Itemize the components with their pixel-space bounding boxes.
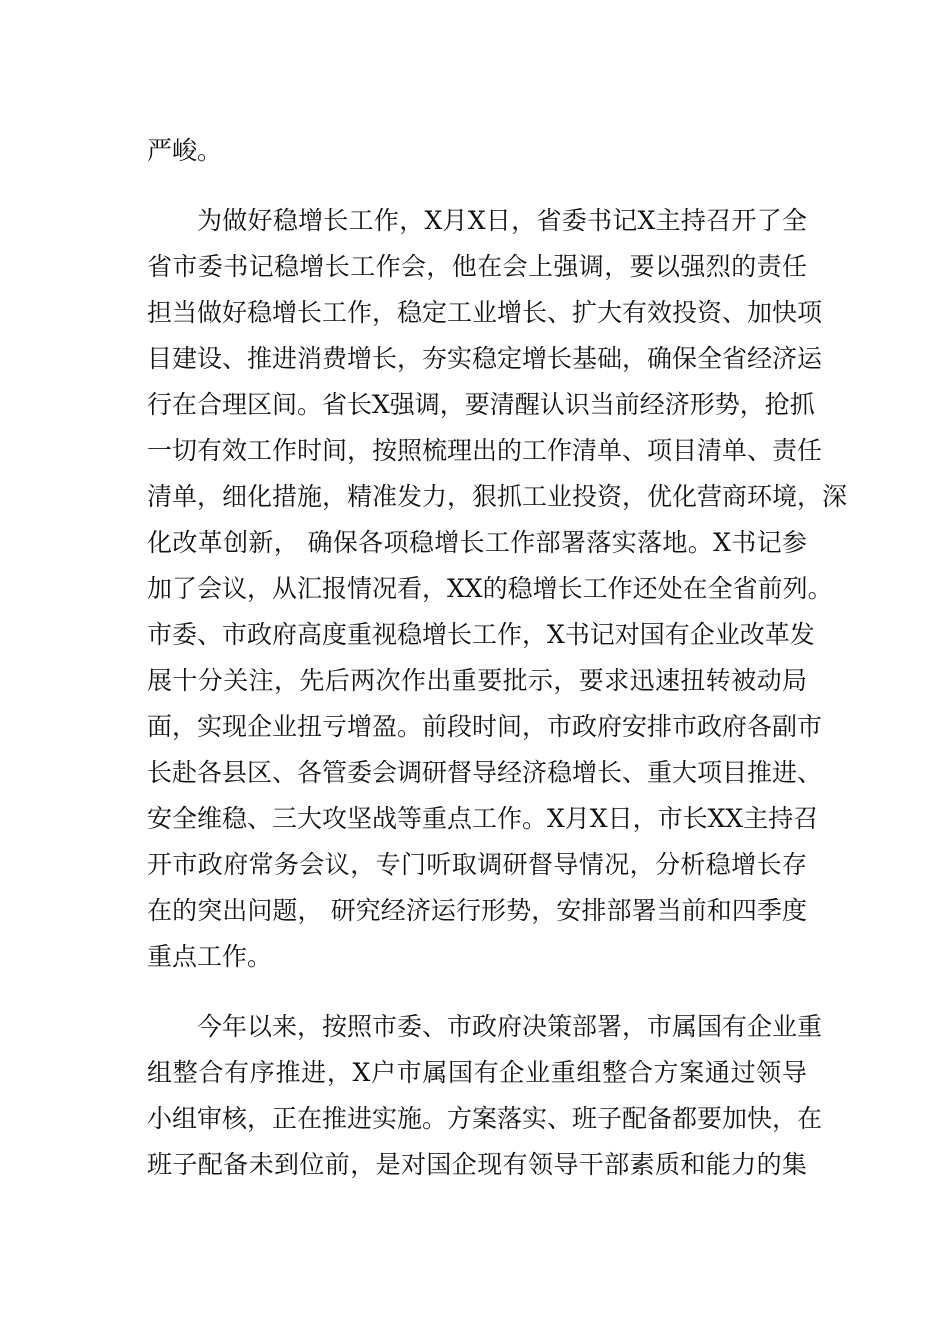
text-line: 小组审核，正在推进实施。方案落实、班子配备都要加快，在	[147, 1104, 823, 1133]
paragraph-2	[147, 198, 848, 980]
paragraph-gap	[147, 174, 807, 198]
paragraph-gap	[147, 980, 807, 1004]
paragraph-1	[147, 128, 807, 174]
text-line: 安全维稳、三大攻坚战等重点工作。X月X日，市长XX主持召	[147, 804, 819, 833]
text-line: 班子配备未到位前，是对国企现有领导干部素质和能力的集	[147, 1150, 807, 1179]
text-line: 今年以来，按照市委、市政府决策部署，市属国有企业重	[197, 1012, 823, 1041]
text-line: 省市委书记稳增长工作会，他在会上强调，要以强烈的责任	[147, 252, 807, 281]
text-line: 加了会议，从汇报情况看，XX的稳增长工作还处在全省前列。	[147, 574, 833, 603]
text-line: 为做好稳增长工作，X月X日，省委书记X主持召开了全	[197, 206, 807, 235]
text-line: 市委、市政府高度重视稳增长工作，X书记对国有企业改革发	[147, 620, 815, 649]
document-body	[147, 128, 848, 1188]
text-line: 重点工作。	[147, 942, 273, 971]
text-line: 一切有效工作时间，按照梳理出的工作清单、项目清单、责任	[147, 436, 823, 465]
text-line: 开市政府常务会议，专门听取调研督导情况，分析稳增长存	[147, 850, 807, 879]
text-line: 面，实现企业扭亏增盈。前段时间，市政府安排市政府各副市	[147, 712, 823, 741]
text-line: 在的突出问题， 研究经济运行形势，安排部署当前和四季度	[147, 896, 807, 925]
text-line: 组整合有序推进，X户市属国有企业重组整合方案通过领导	[147, 1058, 807, 1087]
text-line: 担当做好稳增长工作，稳定工业增长、扩大有效投资、加快项	[147, 298, 823, 327]
text-line: 展十分关注，先后两次作出重要批示，要求迅速扭转被动局	[147, 666, 807, 695]
text-line: 清单，细化措施，精准发力，狠抓工业投资，优化营商环境，深	[147, 482, 848, 511]
paragraph-3	[147, 1004, 823, 1188]
text-line: 目建设、推进消费增长，夯实稳定增长基础，确保全省经济运	[147, 344, 823, 373]
text-line: 严峻。	[147, 136, 223, 165]
text-line: 化改革创新， 确保各项稳增长工作部署落实落地。X书记参	[147, 528, 807, 557]
text-line: 长赴各县区、各管委会调研督导经济稳增长、重大项目推进、	[147, 758, 823, 787]
text-line: 行在合理区间。省长X强调，要清醒认识当前经济形势，抢抓	[147, 390, 815, 419]
